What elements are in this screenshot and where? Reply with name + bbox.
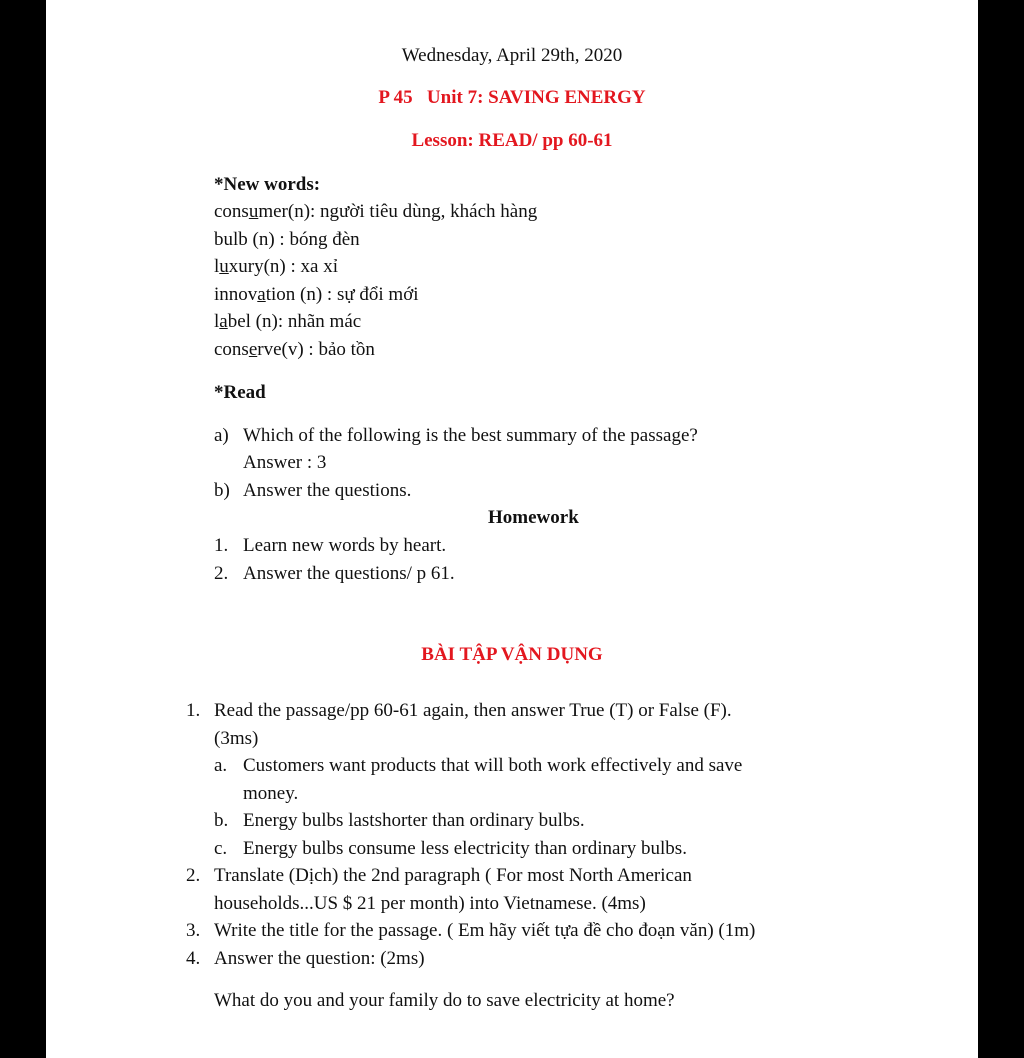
vocab-item: consumer(n): người tiêu dùng, khách hàng	[214, 201, 538, 222]
document-page	[46, 0, 978, 1058]
homework-item: Answer the questions/ p 61.	[243, 563, 455, 584]
list-marker: 2.	[186, 865, 201, 886]
question-3: Write the title for the passage. ( Em hãy viết tựa đề cho đoạn văn) (1m)	[214, 920, 756, 941]
read-answer: Answer : 3	[243, 452, 327, 473]
question-4-prompt: What do you and your family do to save electricity at home?	[214, 990, 675, 1011]
read-heading: *Read	[214, 382, 266, 403]
homework-heading: Homework	[488, 507, 579, 528]
list-marker: 3.	[186, 920, 201, 941]
unit-title	[46, 86, 978, 110]
lesson-title: Lesson: READ/ pp 60-61	[411, 130, 613, 151]
new-words-heading: *New words:	[214, 174, 321, 195]
statement-a-line2: money.	[243, 783, 299, 804]
homework-item: Learn new words by heart.	[243, 535, 447, 556]
vocab-item: innovation (n) : sự đổi mới	[214, 284, 419, 305]
read-question-b: Answer the questions.	[243, 480, 412, 501]
list-marker: a.	[214, 755, 228, 776]
vocab-item: conserve(v) : bảo tồn	[214, 339, 375, 360]
statement-a-line1: Customers want products that will both work effectively and save	[243, 755, 743, 776]
question-2-line2: households...US $ 21 per month) into Vietnamese. (4ms)	[214, 893, 646, 914]
question-1-line2: (3ms)	[214, 728, 259, 749]
period-label: P 45	[378, 87, 413, 108]
list-marker: 2.	[214, 563, 229, 584]
question-1-line1: Read the passage/pp 60-61 again, then answer True (T) or False (F).	[214, 700, 732, 721]
question-4: Answer the question: (2ms)	[214, 948, 425, 969]
statement-c: Energy bulbs consume less electricity than ordinary bulbs.	[243, 838, 687, 859]
list-marker: b.	[214, 810, 229, 831]
vocab-item: label (n): nhãn mác	[214, 311, 362, 332]
read-question-a: Which of the following is the best summary of the passage?	[243, 425, 698, 446]
vocab-item: luxury(n) : xa xỉ	[214, 256, 339, 277]
list-marker: 4.	[186, 948, 201, 969]
list-marker: 1.	[214, 535, 229, 556]
list-marker: c.	[214, 838, 228, 859]
list-marker: a)	[214, 425, 229, 446]
question-2-line1: Translate (Dịch) the 2nd paragraph ( For most North American	[214, 865, 692, 886]
date-line: Wednesday, April 29th, 2020	[401, 45, 623, 66]
list-marker: 1.	[186, 700, 201, 721]
list-marker: b)	[214, 480, 230, 501]
unit-label: Unit 7: SAVING ENERGY	[426, 87, 646, 108]
statement-b: Energy bulbs lastshorter than ordinary bulbs.	[243, 810, 585, 831]
vocab-item: bulb (n) : bóng đèn	[214, 229, 360, 250]
practice-heading: BÀI TẬP VẬN DỤNG	[421, 644, 603, 665]
